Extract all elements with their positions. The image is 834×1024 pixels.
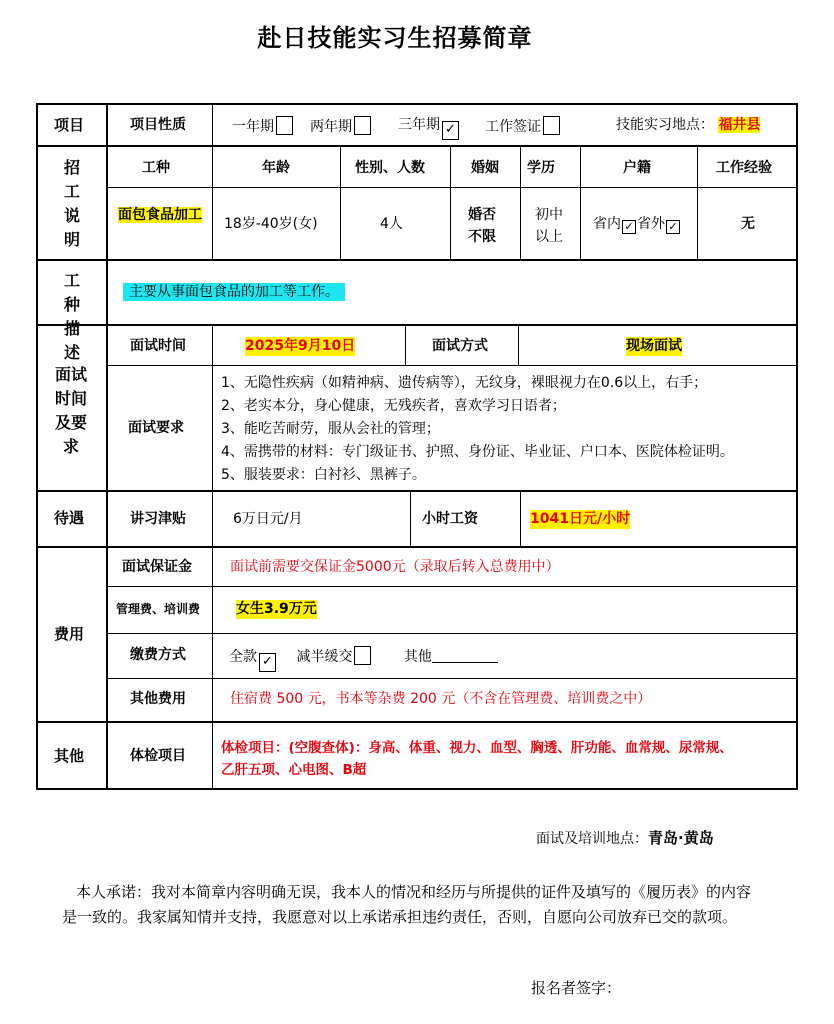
project-nature-label: 项目性质 bbox=[130, 117, 186, 133]
checkbox[interactable] bbox=[354, 116, 371, 135]
divider bbox=[212, 324, 213, 491]
allowance-value: 6万日元/月 bbox=[233, 511, 303, 527]
interview-label: 面试时间及要求 bbox=[54, 365, 87, 456]
wage-value: 1041日元/小时 bbox=[530, 511, 631, 527]
location-note-value: 青岛·黄岛 bbox=[648, 829, 714, 847]
check-icon[interactable]: ✓ bbox=[442, 121, 459, 140]
option-label: 两年期 bbox=[310, 119, 352, 135]
interview-time-label: 面试时间 bbox=[130, 338, 186, 354]
job-text: 面包食品加工 bbox=[118, 207, 202, 223]
allowance-label: 讲习津贴 bbox=[130, 511, 186, 527]
check-icon[interactable]: ✓ bbox=[666, 220, 680, 234]
exam-line: 乙肝五项、心电图、B超 bbox=[221, 762, 367, 778]
header-job: 工种 bbox=[142, 160, 170, 176]
option-one-year[interactable] bbox=[232, 116, 295, 137]
project-label: 项目 bbox=[54, 116, 85, 134]
divider bbox=[107, 633, 798, 634]
other-fee-label: 其他费用 bbox=[130, 691, 186, 707]
blank-line[interactable] bbox=[432, 648, 498, 663]
checkbox[interactable] bbox=[543, 116, 560, 135]
others-label: 其他 bbox=[54, 747, 85, 765]
mgmt-label: 管理费、培训费 bbox=[116, 602, 201, 616]
divider bbox=[36, 546, 798, 548]
recruit-label: 招工说明 bbox=[63, 158, 80, 249]
pay-other-label: 其他 bbox=[403, 649, 432, 665]
household-out: 省外 bbox=[637, 216, 665, 232]
divider bbox=[212, 145, 213, 260]
option-two-year[interactable] bbox=[310, 116, 373, 137]
divider bbox=[697, 145, 698, 260]
req-item: 4、需携带的材料：专门级证书、护照、身份证、毕业证、户口本、医院体检证明。 bbox=[221, 444, 734, 460]
page-title: 赴日技能实习生招募简章 bbox=[257, 24, 533, 52]
divider bbox=[36, 490, 798, 492]
exam-line: 体检项目：(空腹查体)：身高、体重、视力、血型、胸透、肝功能、血常规、尿常规、 bbox=[221, 740, 733, 756]
mgmt-value: 女生3.9万元 bbox=[236, 601, 317, 617]
pay-options bbox=[229, 646, 498, 672]
job-desc-highlight: 主要从事面包食品的加工等工作。 bbox=[123, 283, 345, 301]
divider bbox=[36, 721, 798, 723]
signature-label: 报名者签字： bbox=[531, 979, 622, 997]
req-item: 2、老实本分，身心健康，无残疾者，喜欢学习日语者； bbox=[221, 398, 566, 414]
option-label: 工作签证 bbox=[485, 119, 541, 135]
divider bbox=[410, 490, 411, 547]
option-three-year[interactable] bbox=[398, 116, 461, 140]
option-label: 三年期 bbox=[398, 117, 440, 133]
household-value bbox=[593, 215, 681, 234]
option-label: 一年期 bbox=[232, 119, 274, 135]
option-work-visa[interactable] bbox=[485, 116, 562, 137]
checkbox[interactable] bbox=[276, 116, 293, 135]
header-household: 户籍 bbox=[623, 160, 651, 176]
header-education: 学历 bbox=[527, 160, 555, 176]
treatment-label: 待遇 bbox=[54, 509, 85, 527]
divider bbox=[36, 145, 798, 147]
divider bbox=[520, 490, 521, 547]
age-value: 18岁-40岁(女) bbox=[224, 216, 318, 232]
req-item: 3、能吃苦耐劳，服从会社的管理； bbox=[221, 421, 440, 437]
divider bbox=[212, 490, 213, 547]
location-label: 技能实习地点： bbox=[616, 117, 714, 133]
marriage-value: 婚否不限 bbox=[468, 207, 496, 245]
divider bbox=[580, 145, 581, 260]
promise-text: 本人承诺：我对本简章内容明确无误，我本人的情况和经历与所提供的证件及填写的《履历表》的内容是一致的。我家属知情并支持，我愿意对以上承诺承担违约责任，否则，自愿向公司放弃已交的款项。 bbox=[62, 883, 752, 926]
job-desc-text bbox=[123, 283, 345, 302]
education-value: 初中以上 bbox=[535, 207, 563, 245]
other-fee-value: 住宿费 500 元，书本等杂费 200 元（不含在管理费、培训费之中） bbox=[230, 691, 652, 707]
divider bbox=[212, 546, 213, 790]
divider bbox=[36, 259, 798, 261]
household-in: 省内 bbox=[593, 216, 621, 232]
divider bbox=[340, 145, 341, 260]
location-value: 福井县 bbox=[718, 117, 761, 133]
location-note-label: 面试及培训地点： bbox=[536, 831, 648, 847]
divider bbox=[107, 678, 798, 679]
header-marriage: 婚姻 bbox=[471, 160, 499, 176]
pay-label: 缴费方式 bbox=[130, 647, 186, 663]
pay-half-label: 减半缓交 bbox=[296, 649, 353, 665]
wage-label: 小时工资 bbox=[422, 511, 478, 527]
deposit-value: 面试前需要交保证金5000元（录取后转入总费用中） bbox=[230, 559, 560, 575]
divider bbox=[450, 145, 451, 260]
req-item: 5、服装要求：白衬衫、黑裤子。 bbox=[221, 467, 426, 483]
header-gender-count: 性别、人数 bbox=[355, 160, 425, 176]
divider bbox=[106, 103, 108, 790]
divider bbox=[518, 324, 519, 366]
divider bbox=[107, 187, 798, 188]
job-desc-label: 工种描述 bbox=[63, 271, 80, 362]
pay-full-label: 全款 bbox=[229, 649, 257, 665]
divider bbox=[107, 586, 798, 587]
divider bbox=[212, 103, 213, 146]
count-value: 4人 bbox=[380, 216, 403, 232]
fees-label: 费用 bbox=[54, 625, 85, 643]
divider bbox=[405, 324, 406, 366]
interview-method-value: 现场面试 bbox=[626, 338, 682, 354]
interview-req-label: 面试要求 bbox=[128, 420, 184, 436]
check-icon[interactable]: ✓ bbox=[622, 220, 636, 234]
job-value bbox=[118, 204, 206, 226]
req-item: 1、无隐性疾病（如精神病、遗传病等），无纹身，裸眼视力在0.6以上，右手； bbox=[221, 375, 708, 391]
check-icon[interactable]: ✓ bbox=[259, 653, 276, 672]
header-age: 年龄 bbox=[262, 160, 290, 176]
experience-value: 无 bbox=[741, 216, 755, 232]
divider bbox=[520, 145, 521, 260]
header-experience: 工作经验 bbox=[716, 160, 772, 176]
location-field bbox=[616, 116, 760, 135]
checkbox[interactable] bbox=[354, 646, 371, 665]
deposit-label: 面试保证金 bbox=[122, 559, 192, 575]
divider bbox=[107, 365, 798, 366]
interview-method-label: 面试方式 bbox=[432, 338, 488, 354]
divider bbox=[36, 324, 798, 326]
interview-time-value: 2025年9月10日 bbox=[245, 338, 356, 354]
exam-label: 体检项目 bbox=[130, 748, 186, 764]
location-note bbox=[536, 829, 714, 849]
